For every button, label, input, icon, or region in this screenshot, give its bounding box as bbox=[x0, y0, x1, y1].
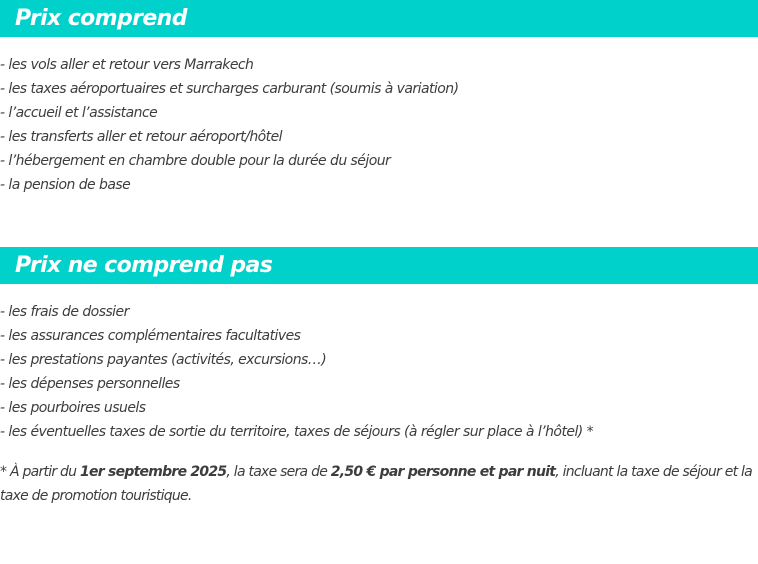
list-item: - les vols aller et retour vers Marrakech bbox=[0, 57, 254, 73]
included-header bbox=[0, 0, 758, 37]
note-amount: 2,50 € par personne et par nuit bbox=[330, 464, 556, 480]
list-item: - les frais de dossier bbox=[0, 304, 129, 320]
list-item: - la pension de base bbox=[0, 177, 131, 193]
list-item: - les prestations payantes (activités, excursions…) bbox=[0, 352, 327, 368]
list-item: - l’accueil et l’assistance bbox=[0, 105, 158, 121]
list-item: - les taxes aéroportuaires et surcharges carburant (soumis à variation) bbox=[0, 81, 459, 97]
list-item: - les dépenses personnelles bbox=[0, 376, 180, 392]
excluded-list bbox=[0, 300, 593, 444]
list-item: - les pourboires usuels bbox=[0, 400, 146, 416]
note-middle: , la taxe sera de bbox=[226, 464, 331, 480]
list-item: - les transferts aller et retour aéroport/hôtel bbox=[0, 129, 283, 145]
included-list bbox=[0, 53, 459, 197]
included-title: Prix comprend bbox=[15, 6, 187, 31]
excluded-header bbox=[0, 247, 758, 284]
note-prefix: * À partir du bbox=[0, 464, 80, 480]
list-item: - les éventuelles taxes de sortie du territoire, taxes de séjours (à régler sur place à l’hôtel) * bbox=[0, 424, 594, 440]
tax-footnote bbox=[0, 460, 756, 508]
list-item: - l’hébergement en chambre double pour la durée du séjour bbox=[0, 153, 391, 169]
list-item: - les assurances complémentaires facultatives bbox=[0, 328, 301, 344]
note-date: 1er septembre 2025 bbox=[80, 464, 227, 480]
excluded-title: Prix ne comprend pas bbox=[15, 253, 273, 278]
note-suffix: , incluant la taxe de séjour et la taxe de promotion touristique. bbox=[0, 464, 752, 504]
